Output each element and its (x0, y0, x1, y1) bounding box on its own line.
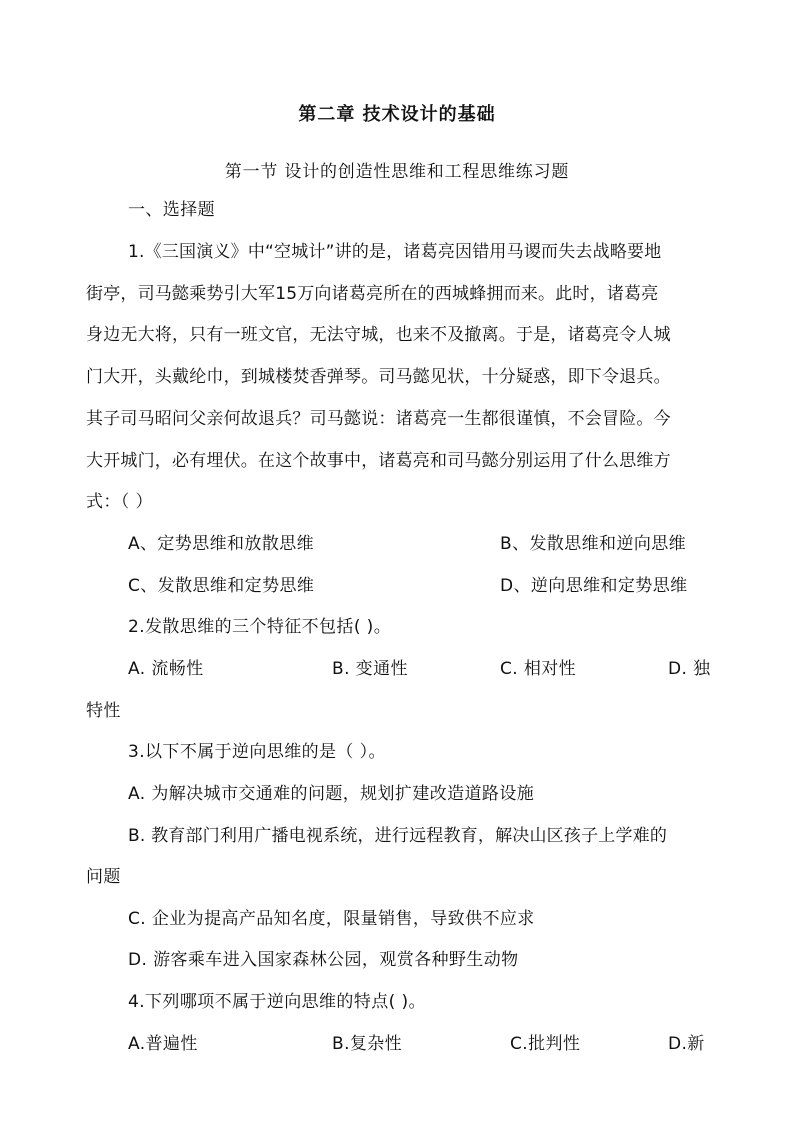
q1-line-1: 1.《三国演义》中“空城计”讲的是，诸葛亮因错用马谡而失去战略要地 (128, 242, 662, 262)
q4-option-a: A.普遍性 (128, 1034, 198, 1054)
q2-option-c: C. 相对性 (500, 659, 577, 679)
part-heading: 一、选择题 (128, 200, 215, 220)
q1-line-6: 大开城门，必有埋伏。在这个故事中，诸葛亮和司马懿分别运用了什么思维方 (86, 451, 671, 471)
q1-line-2: 街亭，司马懿乘势引大军15万向诸葛亮所在的西城蜂拥而来。此时，诸葛亮 (86, 284, 659, 304)
q3-option-c: C. 企业为提高产品知名度，限量销售，导致供不应求 (128, 909, 535, 929)
q2-option-a: A. 流畅性 (128, 659, 204, 679)
q4-option-b: B.复杂性 (332, 1034, 403, 1054)
q3-option-b: B. 教育部门利用广播电视系统，进行远程教育，解决山区孩子上学难的 (128, 826, 668, 846)
q2-option-b: B. 变通性 (332, 659, 408, 679)
q4-stem: 4.下列哪项不属于逆向思维的特点( )。 (128, 992, 426, 1012)
q1-option-a: A、定势思维和放散思维 (128, 534, 315, 554)
q3-option-d: D. 游客乘车进入国家森林公园，观赏各种野生动物 (128, 950, 519, 970)
q1-line-3: 身边无大将，只有一班文官，无法守城，也来不及撤离。于是，诸葛亮令人城 (86, 325, 671, 345)
q1-line-7: 式：（ ） (86, 492, 153, 512)
q1-line-4: 门大开，头戴纶巾，到城楼焚香弹琴。司马懿见状，十分疑惑，即下令退兵。 (86, 367, 671, 387)
q4-option-c: C.批判性 (510, 1034, 581, 1054)
q2-option-d: D. 独 (668, 659, 711, 679)
q1-option-b: B、发散思维和逆向思维 (500, 534, 687, 554)
section-title: 第一节 设计的创造性思维和工程思维练习题 (224, 162, 570, 182)
q4-option-d: D.新 (668, 1034, 705, 1054)
q1-option-c: C、发散思维和定势思维 (128, 576, 315, 596)
chapter-title: 第二章 技术设计的基础 (298, 104, 496, 125)
q1-option-d: D、逆向思维和定势思维 (500, 576, 688, 596)
q2-stem: 2.发散思维的三个特征不包括( )。 (128, 617, 392, 637)
q1-line-5: 其子司马昭问父亲何故退兵？司马懿说：诸葛亮一生都很谨慎，不会冒险。今 (86, 409, 671, 429)
q2-option-d-continuation: 特性 (86, 701, 121, 721)
q3-option-a: A. 为解决城市交通难的问题，规划扩建改造道路设施 (128, 784, 535, 804)
q3-option-b-continuation: 问题 (86, 867, 121, 887)
q3-stem: 3.以下不属于逆向思维的是（ ）。 (128, 742, 386, 762)
